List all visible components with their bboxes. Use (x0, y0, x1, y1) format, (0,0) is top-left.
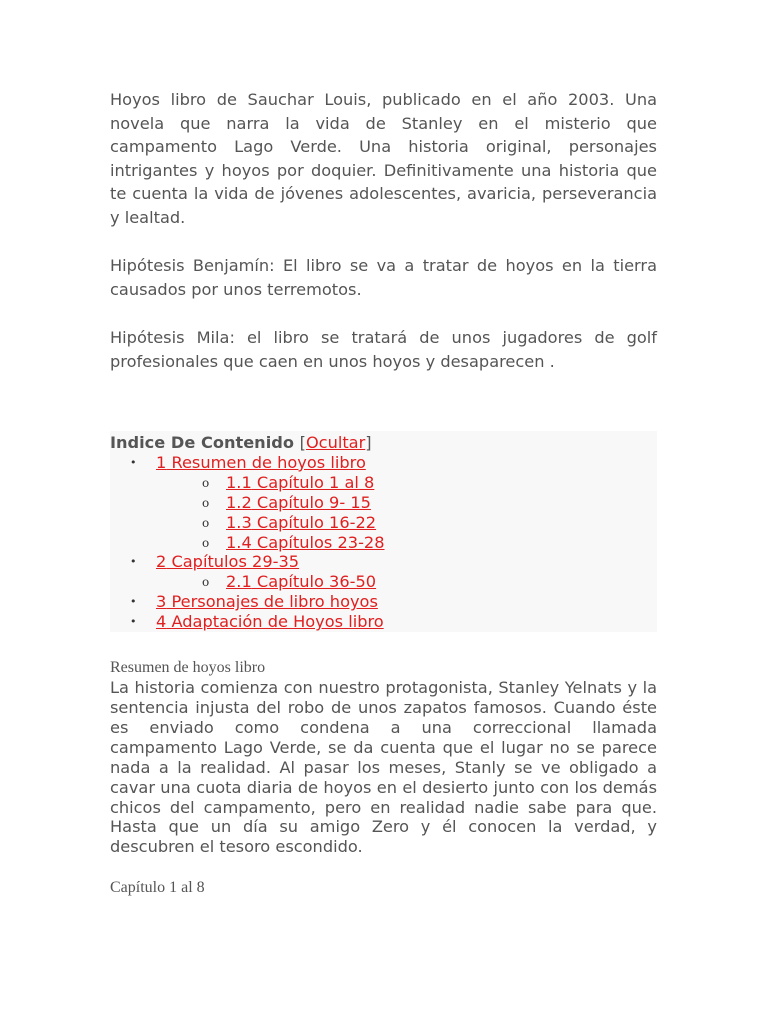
toc-label: Capítulo 16-22 (251, 512, 377, 532)
toc-number: 1.4 (226, 532, 252, 552)
toc-label: Capítulos 29-35 (166, 552, 300, 572)
toc-item-4 (110, 612, 657, 632)
section-body-resumen: La historia comienza con nuestro protagonista, Stanley Yelnats y la sentencia injusta del robo de unos zapatos famosos. Cuando éste es enviado como condena a una correccional llamada campamento Lago Verde, se da cuenta que el lugar no se parece nada a la realidad. Al pasar los meses, Stanly se ve obligado a cavar una cuota diaria de hoyos en el desierto junto con los demás chicos del campamento, pero en realidad nadie sabe para que. Hasta que un día su amigo Zero y él conocen la verdad, y descubren el tesoro escondido. (110, 678, 657, 857)
toc-label: Capítulos 23-28 (251, 532, 385, 552)
toc-link-capitulos-23-28[interactable] (226, 533, 385, 552)
toc-label: Capítulo 9- 15 (251, 492, 371, 512)
toc-item-2 (110, 552, 657, 572)
table-of-contents (110, 431, 657, 632)
toc-header (110, 433, 657, 453)
toc-number: 1.3 (226, 512, 252, 532)
section-title-capitulo-1-8: Capítulo 1 al 8 (110, 879, 205, 897)
toc-label: Resumen de hoyos libro (166, 452, 366, 472)
section-title-resumen: Resumen de hoyos libro (110, 659, 266, 677)
toc-link-adaptacion[interactable] (156, 612, 384, 631)
toc-label: Capítulo 1 al 8 (251, 472, 375, 492)
toc-title: Indice De Contenido (110, 433, 294, 452)
toc-item-2-1 (110, 572, 657, 592)
toc-item-1-4 (110, 533, 657, 553)
toc-label: Personajes de libro hoyos (166, 592, 378, 612)
toc-item-1-3 (110, 513, 657, 533)
toc-link-capitulo-9-15[interactable] (226, 493, 371, 512)
toc-item-1-1 (110, 473, 657, 493)
toc-link-capitulos-29-35[interactable] (156, 552, 299, 571)
toc-number: 2.1 (226, 572, 252, 592)
toc-toggle-link[interactable]: Ocultar (305, 433, 366, 452)
toc-list (110, 453, 657, 632)
toc-link-capitulo-36-50[interactable] (226, 572, 376, 591)
hypothesis-benjamin: Hipótesis Benjamín: El libro se va a tratar de hoyos en la tierra causados por unos terremotos. (110, 256, 657, 299)
toc-link-capitulo-1-8[interactable] (226, 473, 374, 492)
toc-link-resumen[interactable] (156, 453, 366, 472)
toc-close-bracket: ] (365, 433, 372, 452)
toc-number: 4 (156, 612, 167, 632)
intro-paragraph: Hoyos libro de Sauchar Louis, publicado en el año 2003. Una novela que narra la vida de Stanley en el misterio que campamento Lago Verde. Una historia original, personajes intrigantes y hoyos por doquier. Definitivamente una historia que te cuenta la vida de jóvenes adolescentes, avaricia, perseverancia y lealtad. (110, 90, 657, 227)
document-page (110, 88, 657, 898)
toc-item-3 (110, 592, 657, 612)
toc-label: Adaptación de Hoyos libro (166, 612, 384, 632)
toc-number: 2 (156, 552, 167, 572)
toc-link-capitulo-16-22[interactable] (226, 513, 376, 532)
toc-item-1 (110, 453, 657, 473)
toc-number: 3 (156, 592, 167, 612)
toc-number: 1 (156, 452, 167, 472)
toc-number: 1.2 (226, 492, 252, 512)
toc-number: 1.1 (226, 472, 252, 492)
toc-label: Capítulo 36-50 (251, 572, 377, 592)
toc-link-personajes[interactable] (156, 592, 378, 611)
toc-open-bracket: [ (299, 433, 306, 452)
hypothesis-mila: Hipótesis Mila: el libro se tratará de unos jugadores de golf profesionales que caen en unos hoyos y desaparecen . (110, 328, 657, 371)
toc-item-1-2 (110, 493, 657, 513)
